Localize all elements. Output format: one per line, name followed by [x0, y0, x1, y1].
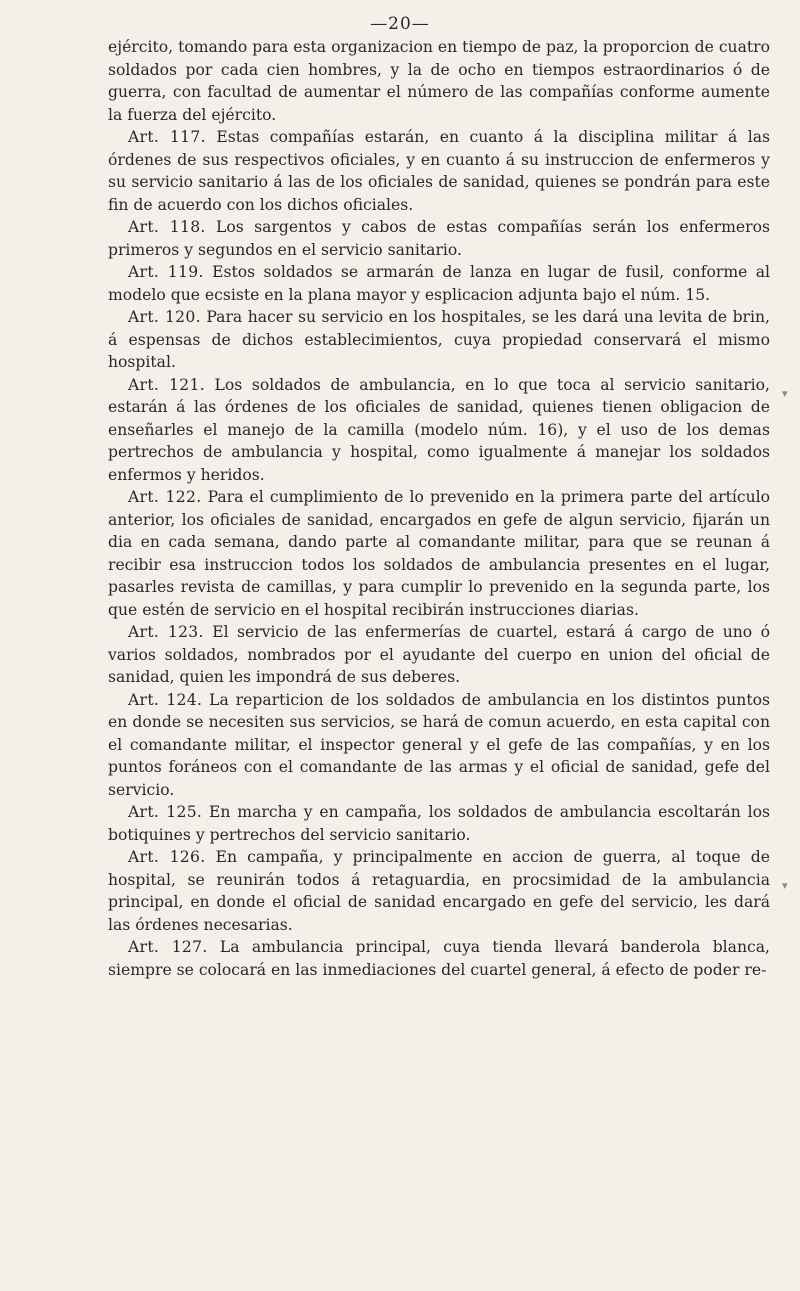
- article-label: Art. 121.: [128, 375, 205, 394]
- body-text: [108, 36, 770, 981]
- paragraph-text: La ambulancia principal, cuya tienda llevará banderola blanca, siempre se colocará en las inmediaciones del cuartel general, á efecto de poder re-: [108, 938, 770, 979]
- article-119: [108, 261, 770, 306]
- paragraph-text: En campaña, y principalmente en accion de guerra, al toque de hospital, se reunirán todos á retaguardia, en procsimidad de la ambulancia principal, en donde el oficial de sanidad encargado en gefe del servicio, les dará las órdenes necesarias.: [108, 848, 770, 934]
- paragraph-text: Los soldados de ambulancia, en lo que toca al servicio sanitario, estarán á las órdenes de los oficiales de sanidad, quienes tienen obligacion de enseñarles el manejo de la camilla (modelo núm. 16), y el uso de los demas pertrechos de ambulancia y hospital, como igualmente á manejar los soldados enfermos y heridos.: [108, 375, 770, 484]
- article-label: Art. 127.: [128, 938, 208, 956]
- article-123: [108, 621, 770, 689]
- paragraph-text: Estas compañías estarán, en cuanto á la disciplina militar á las órdenes de sus respectivos oficiales, y en cuanto á su instruccion de enfermeros y su servicio sanitario á las de los oficiales de sanidad, quienes se pondrán para este fin de acuerdo con los dichos oficiales.: [108, 128, 771, 214]
- article-label: Art. 126.: [128, 848, 206, 866]
- article-122: [108, 486, 770, 621]
- article-label: Art. 120.: [128, 308, 201, 326]
- paragraph-text: Para hacer su servicio en los hospitales, se les dará una levita de brin, á espensas de dichos establecimientos, cuya propiedad conservará el mismo hospital.: [108, 308, 770, 371]
- article-126: [108, 846, 770, 936]
- paragraph-text: ejército, tomando para esta organizacion en tiempo de paz, la proporcion de cuatro soldados por cada cien hombres, y la de ocho en tiempos estraordinarios ó de guerra, con facultad de aumentar el número de las compañías conforme aumente la fuerza del ejército.: [108, 38, 770, 124]
- paragraph-text: Para el cumplimiento de lo prevenido en la primera parte del artículo anterior, los oficiales de sanidad, encargados en gefe de algun servicio, fijarán un dia en cada semana, dando parte al comandante militar, para que se reunan á recibir esa instruccion todos los soldados de ambulancia presentes en el lugar, pasarles revista de camillas, y para cumplir lo prevenido en la segunda parte, los que estén de servicio en el hospital recibirán instrucciones diarias.: [108, 488, 770, 619]
- article-118: [108, 216, 770, 261]
- article-label: Art. 122.: [128, 488, 202, 506]
- page-number: —20—: [370, 14, 430, 34]
- article-label: Art. 119.: [128, 263, 204, 281]
- paragraph-text: Los sargentos y cabos de estas compañías serán los enfermeros primeros y segundos en el servicio sanitario.: [108, 218, 770, 259]
- article-label: Art. 118.: [128, 218, 206, 236]
- article-117: [108, 126, 770, 216]
- paragraph-continuation: [108, 36, 770, 126]
- margin-speck: ▾: [782, 387, 788, 400]
- article-label: Art. 124.: [128, 690, 203, 709]
- margin-speck: ▾: [782, 879, 788, 892]
- paragraph-text: La reparticion de los soldados de ambulancia en los distintos puntos en donde se necesiten sus servicios, se hará de comun acuerdo, en esta capital con el comandante militar, el inspector general y el gefe de las compañías, y en los puntos foráneos con el comandante de las armas y el oficial de sanidad, gefe del servicio.: [108, 690, 770, 799]
- article-120: [108, 306, 770, 374]
- article-121: [108, 374, 770, 487]
- paragraph-text: Estos soldados se armarán de lanza en lugar de fusil, conforme al modelo que ecsiste en la plana mayor y esplicacion adjunta bajo el núm. 15.: [108, 263, 770, 304]
- article-label: Art. 117.: [128, 128, 206, 146]
- article-124: [108, 689, 770, 802]
- paragraph-text: En marcha y en campaña, los soldados de ambulancia escoltarán los botiquines y pertrechos del servicio sanitario.: [108, 803, 770, 844]
- article-label: Art. 125.: [128, 803, 203, 821]
- article-label: Art. 123.: [128, 623, 204, 641]
- article-125: [108, 801, 770, 846]
- article-127: [108, 936, 770, 981]
- paragraph-text: El servicio de las enfermerías de cuartel, estará á cargo de uno ó varios soldados, nombrados por el ayudante del cuerpo en union del oficial de sanidad, quien les impondrá de sus deberes.: [108, 623, 770, 686]
